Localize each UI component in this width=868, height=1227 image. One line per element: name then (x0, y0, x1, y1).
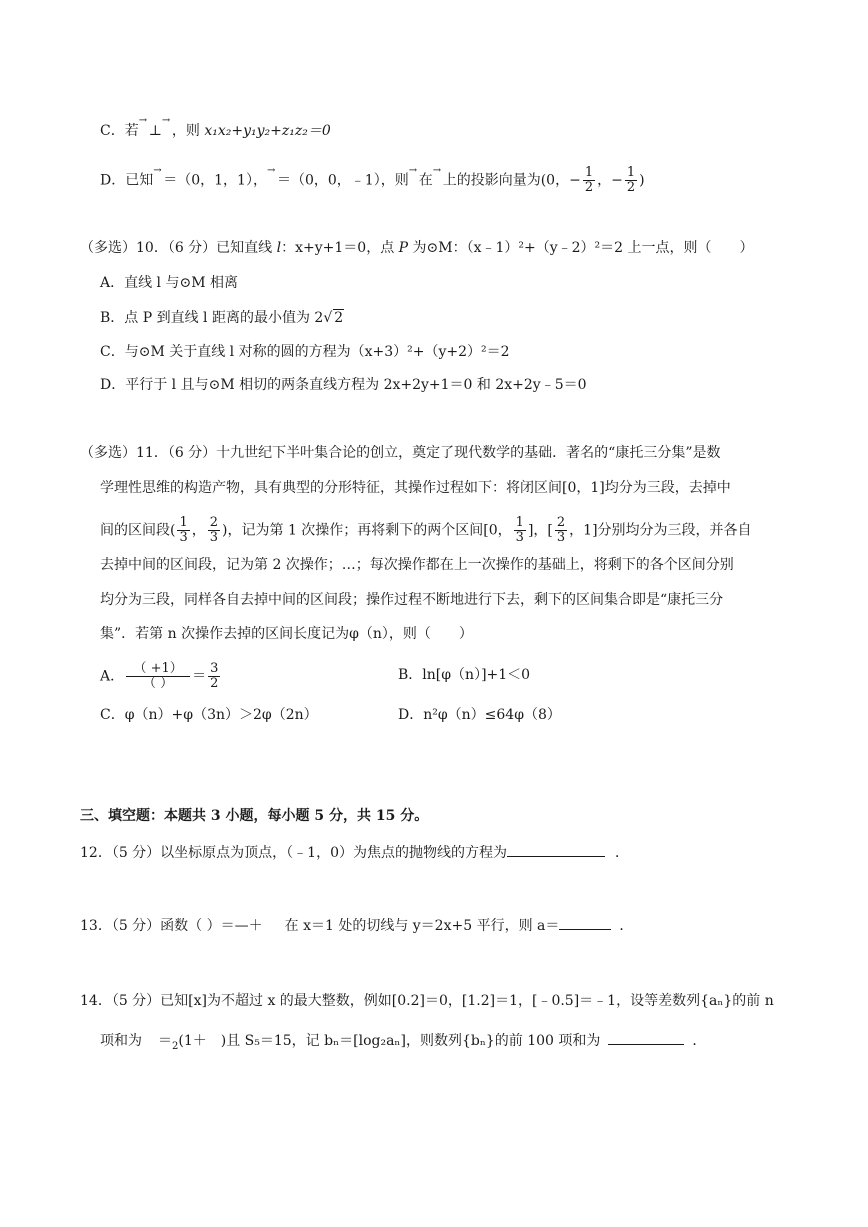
text: ]，[ (527, 522, 553, 539)
vector-b-arrow-2 (409, 171, 419, 185)
fraction: $\frac{1}{2}$ (626, 165, 636, 195)
text: 在 (418, 172, 433, 189)
q13 (80, 915, 633, 936)
q14-line-1: 14．（5 分）已知[x]为不超过 x 的最大整数，例如[0.2]＝0，[1.2]＝1，[﹣0.5]＝﹣1，设等差数列{aₙ}的前 n (80, 993, 774, 1009)
period: ． (692, 1033, 707, 1049)
vector-b-value: ＝（0，0，﹣1），则 (276, 172, 409, 189)
period: ． (615, 845, 629, 861)
q11-line-1: （多选）11．（6 分）十九世纪下半叶集合论的创立，奠定了现代数学的基础．著名的“康托三分集”是数 (80, 445, 721, 461)
perp-symbol: ⊥ (148, 123, 162, 139)
q10-stem (80, 238, 754, 258)
question-text-2: 在 x＝1 处的切线与 y＝2x+5 平行，则 a＝ (284, 918, 560, 934)
option-label: C．若 (100, 123, 139, 139)
period: ． (619, 918, 634, 934)
subscript: 2 (172, 1040, 179, 1052)
stem-rest: 为⊙M：（x﹣1）²+（y﹣2）²＝2 上一点，则（ ） (408, 240, 754, 256)
fraction: $\frac{1}{3}$ (179, 515, 188, 545)
vector-a-arrow (139, 121, 149, 135)
q10-option-d: D．平行于 l 且与⊙M 相切的两条直线方程为 2x+2y+1＝0 和 2x+2y﹣5＝0 (100, 377, 587, 393)
expression: x₁x₂+y₁y₂+z₁z₂＝0 (204, 123, 331, 139)
text: ， (191, 522, 206, 539)
q9-option-c (100, 121, 331, 141)
fraction: $\frac{2}{3}$ (556, 515, 566, 545)
sqrt-symbol: √ (323, 310, 333, 326)
text: ，则 (171, 123, 205, 139)
q11-option-b: B．ln[φ（n）]+1＜0 (398, 667, 531, 683)
q11-option-d: D．n²φ（n）≤64φ（8） (398, 707, 561, 723)
option-label: D．已知 (100, 172, 154, 189)
q10-option-a: A．直线 l 与⊙M 相离 (100, 275, 239, 291)
answer-blank[interactable] (559, 915, 611, 930)
equals: ＝ (192, 668, 207, 685)
line-l: l (276, 240, 282, 256)
q11-line-3 (100, 516, 752, 545)
q12 (80, 842, 629, 863)
stem-mid: ：x+y+1＝0，点 (281, 240, 399, 256)
vector-a-arrow-2 (433, 171, 443, 185)
q11-line-2: 学理性思维的构造产物，具有典型的分形特征，其操作过程如下：将闭区间[0，1]均分为三段，去掉中 (100, 480, 731, 496)
text: 间的区间段( (100, 522, 176, 539)
projection-text: 上的投影向量为(0， (442, 172, 570, 189)
stem-prefix: （多选）10．（6 分）已知直线 (80, 240, 277, 256)
q14-line-2 (100, 1030, 706, 1057)
option-b-text: B．点 P 到直线 l 距离的最小值为 2 (100, 310, 324, 326)
fraction: $\frac{2}{3}$ (209, 515, 219, 545)
q10-option-b (100, 308, 344, 328)
text: (1＋ )且 S₅＝15，记 bₙ＝[log₂aₙ]，则数列{bₙ}的前 100 项和为 (178, 1033, 601, 1049)
vector-b-arrow (267, 171, 277, 185)
question-text: 12．（5 分）以坐标原点为顶点，（﹣1，0）为焦点的抛物线的方程为 (80, 845, 507, 861)
fraction: $\frac{1}{2}$ (584, 165, 594, 195)
text: )，记为第 1 次操作；再将剩下的两个区间[0， (222, 522, 512, 539)
q11-option-c: C．φ（n）+φ（3n）＞2φ（2n） (100, 707, 318, 723)
vector-b-arrow (162, 121, 172, 135)
text: ，1]分别均分为三段，并各自 (569, 522, 752, 539)
fraction: $\frac{( +1)}{( )}$ (126, 662, 190, 691)
q11-option-a (100, 662, 222, 691)
vector-a-arrow (153, 171, 163, 185)
q11-line-5: 均分为三段，同样各自去掉中间的区间段；操作过程不断地进行下去，剩下的区间集合即是“康托三分 (100, 592, 724, 608)
equals: ＝ (158, 1033, 172, 1049)
section-title: 三、填空题：本题共 3 小题，每小题 5 分，共 15 分。 (80, 808, 429, 824)
fraction: $\frac{1}{3}$ (515, 515, 524, 545)
q11-line-6: 集”．若第 n 次操作去掉的区间长度记为φ（n），则（ ） (100, 626, 473, 642)
question-text: 13．（5 分）函数（ ）＝—＋ (80, 918, 263, 934)
point-p: P (398, 240, 409, 256)
sqrt-radicand: 2 (334, 310, 344, 326)
answer-blank[interactable] (608, 1030, 684, 1045)
answer-blank[interactable] (507, 842, 605, 857)
q11-line-4: 去掉中间的区间段，记为第 2 次操作；…；每次操作都在上一次操作的基础上，将剩下的各个区间分别 (100, 557, 734, 573)
vector-a-value: ＝（0，1，1）， (163, 172, 267, 189)
option-label: A． (100, 668, 125, 685)
q10-option-c: C．与⊙M 关于直线 l 对称的圆的方程为（x+3）²+（y+2）²＝2 (100, 344, 510, 360)
q9-option-d: D．已知→ ＝（0，1，1），→ ＝（0，0，﹣1），则→ 在→ 上的投影向量为(0，− $\frac{1}{2}$ ，− $\frac{1}{2}$ ) (100, 166, 645, 195)
fraction: $\frac{3}{2}$ (210, 661, 219, 691)
text: 项和为 (100, 1033, 142, 1049)
